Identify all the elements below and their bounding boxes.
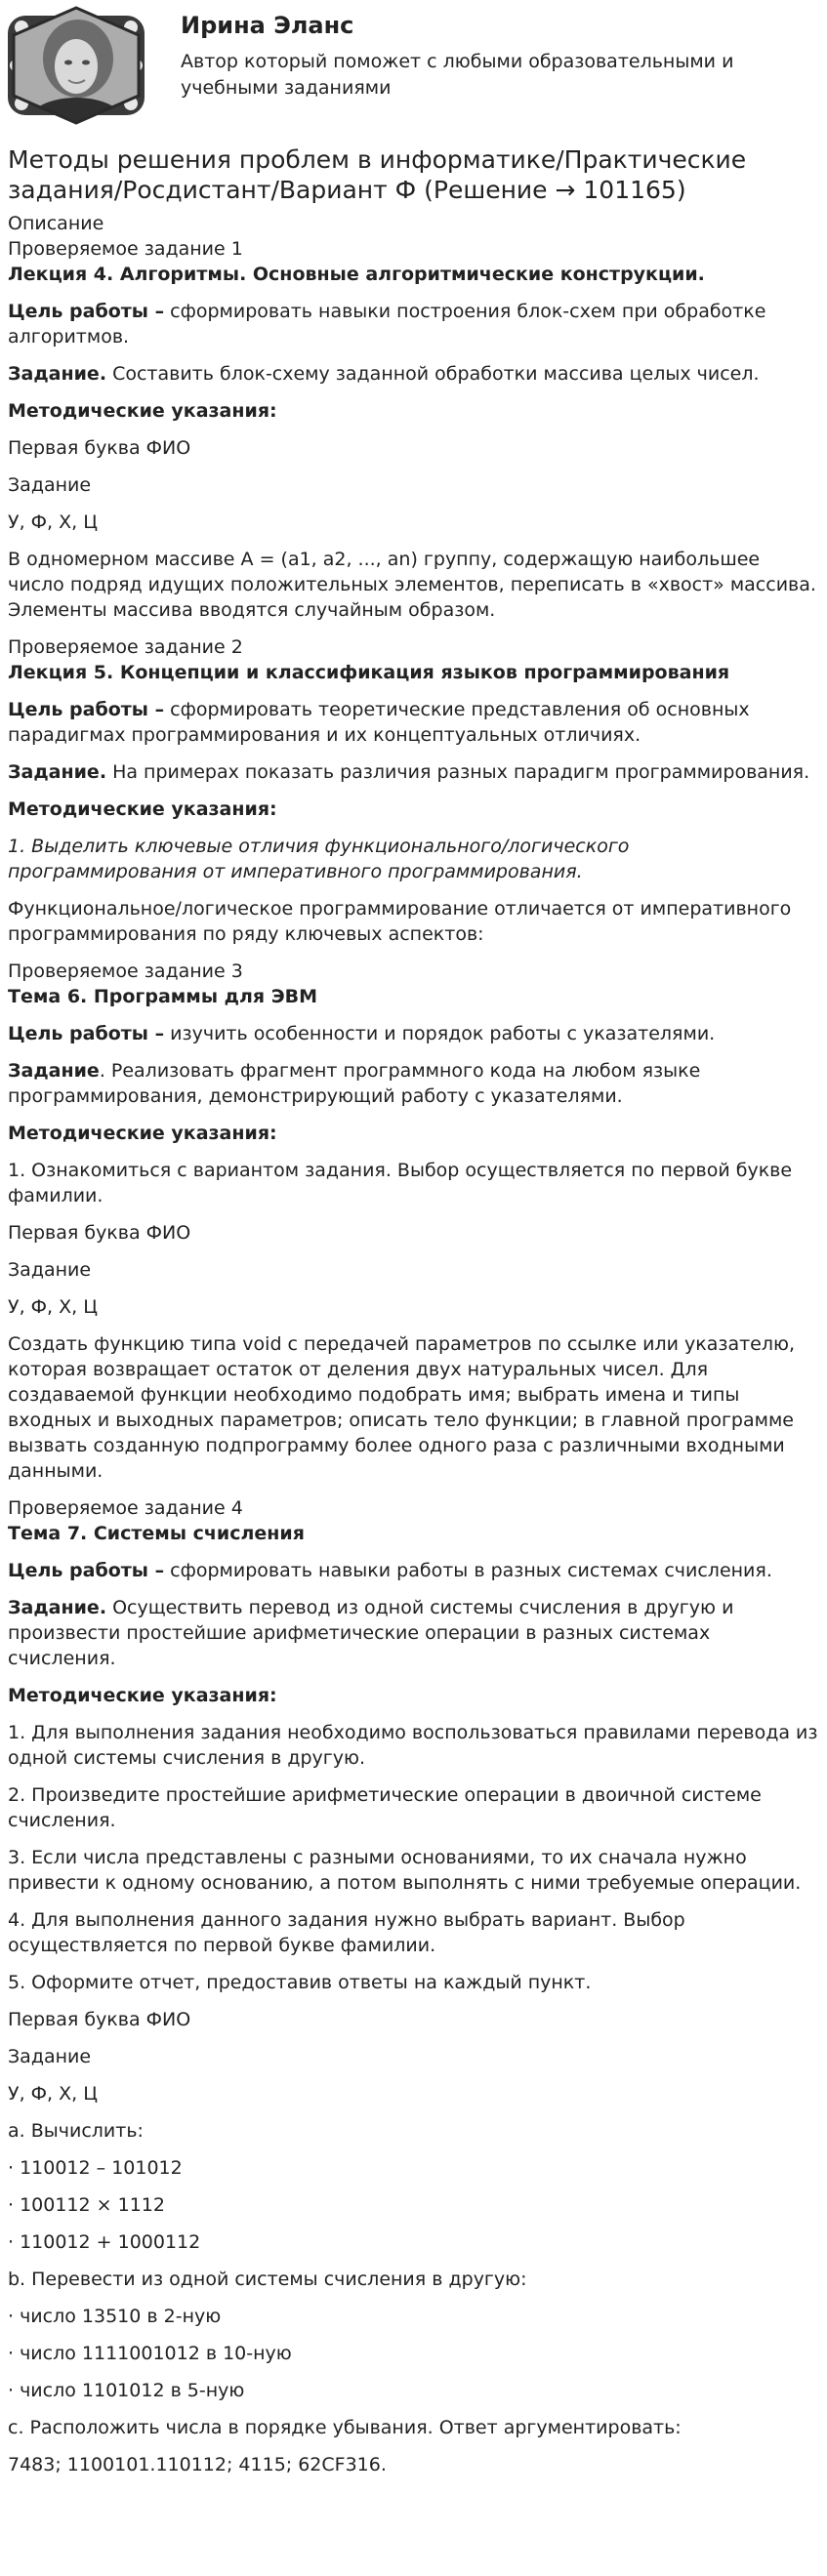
method-item-4-5: 5. Оформите отчет, предоставив ответы на каждый пункт. <box>8 1972 592 1993</box>
section-label-description: Описание <box>8 213 104 234</box>
lecture-title-3: Тема 6. Программы для ЭВМ <box>8 986 318 1007</box>
checked-task-1: Проверяемое задание 1 <box>8 238 243 260</box>
task-1 <box>8 361 820 387</box>
checked-task-3: Проверяемое задание 3 <box>8 961 243 982</box>
part-c: c. Расположить числа в порядке убывания. Ответ аргументировать: <box>8 2417 682 2438</box>
task-word-1: Задание <box>8 474 92 496</box>
method-item-3: 1. Ознакомиться с вариантом задания. Выбор осуществляется по первой букве фамилии. <box>8 1160 793 1206</box>
method-heading-2: Методические указания: <box>8 798 277 820</box>
task-word-3: Задание <box>8 1259 92 1281</box>
method-item-2: 1. Выделить ключевые отличия функционального/логического программирования от императивного программирования. <box>8 836 630 882</box>
task-3 <box>8 1058 820 1109</box>
part-b-item-1: · число 13510 в 2-ную <box>8 2306 222 2327</box>
task-content <box>8 211 820 2489</box>
author-header <box>0 0 827 137</box>
fio-label-1: Первая буква ФИО <box>8 437 191 459</box>
letters-1: У, Ф, Х, Ц <box>8 511 98 533</box>
method-item-4-1: 1. Для выполнения задания необходимо воспользоваться правилами перевода из одной системы счисления в другую. <box>8 1722 818 1769</box>
goal-2 <box>8 697 820 748</box>
goal-text: сформировать навыки построения блок-схем при обработке алгоритмов. <box>8 301 766 348</box>
note-2: Функциональное/логическое программирование отличается от императивного программирования по ряду ключевых аспектов: <box>8 898 792 945</box>
task-label: Задание <box>8 1060 100 1082</box>
task-label: Задание. <box>8 363 107 385</box>
part-a-item-1: · 110012 – 101012 <box>8 2157 183 2179</box>
checked-task-4: Проверяемое задание 4 <box>8 1497 243 1519</box>
task-text: . Реализовать фрагмент программного кода на любом языке программирования, демонстрирующий работу с указателями. <box>8 1060 701 1107</box>
task-text: Осуществить перевод из одной системы счисления в другую и произвести простейшие арифметические операции в разных системах счисления. <box>8 1597 734 1669</box>
variant-text-1: В одномерном массиве A = (a1, a2, ..., an) группу, содержащую наибольшее число подряд идущих положительных элементов, переписать в «хвост» массива. Элементы массива вводятся случайным образом. <box>8 549 816 621</box>
task-label: Задание. <box>8 761 107 783</box>
task-label: Задание. <box>8 1597 107 1618</box>
part-c-values: 7483; 1100101.110112; 4115; 62CF316. <box>8 2454 387 2475</box>
goal-3 <box>8 1021 820 1046</box>
letters-3: У, Ф, Х, Ц <box>8 1296 98 1318</box>
part-b-item-3: · число 1101012 в 5-ную <box>8 2380 245 2401</box>
author-avatar[interactable] <box>8 6 145 125</box>
goal-1 <box>8 299 820 349</box>
method-heading-3: Методические указания: <box>8 1123 277 1144</box>
author-description: Автор который поможет с любыми образовательными и учебными заданиями <box>181 51 734 99</box>
goal-label: Цель работы – <box>8 699 165 720</box>
task-4 <box>8 1595 820 1671</box>
lecture-title-4: Тема 7. Системы счисления <box>8 1523 305 1544</box>
goal-text: изучить особенности и порядок работы с указателями. <box>170 1023 716 1044</box>
checked-task-2: Проверяемое задание 2 <box>8 636 243 658</box>
task-text: На примерах показать различия разных парадигм программирования. <box>112 761 810 783</box>
method-item-4-4: 4. Для выполнения данного задания нужно выбрать вариант. Выбор осуществляется по первой букве фамилии. <box>8 1909 685 1956</box>
lecture-title-1: Лекция 4. Алгоритмы. Основные алгоритмические конструкции. <box>8 264 705 285</box>
task-text: Составить блок-схему заданной обработки массива целых чисел. <box>112 363 760 385</box>
goal-label: Цель работы – <box>8 1560 165 1581</box>
method-heading-4: Методические указания: <box>8 1685 277 1706</box>
page-title: Методы решения проблем в информатике/Практические задания/Росдистант/Вариант Ф (Решение → 101165) <box>8 145 747 204</box>
method-item-4-3: 3. Если числа представлены с разными основаниями, то их сначала нужно привести к одному основанию, а потом выполнять с ними требуемые операции. <box>8 1847 802 1894</box>
fio-label-4: Первая буква ФИО <box>8 2009 191 2030</box>
part-a: a. Вычислить: <box>8 2120 144 2142</box>
method-item-4-2: 2. Произведите простейшие арифметические операции в двоичной системе счисления. <box>8 1784 762 1831</box>
goal-text: сформировать теоретические представления об основных парадигмах программирования и их концептуальных отличиях. <box>8 699 750 746</box>
goal-label: Цель работы – <box>8 1023 165 1044</box>
part-a-item-2: · 100112 × 1112 <box>8 2194 165 2216</box>
part-b: b. Перевести из одной системы счисления в другую: <box>8 2269 527 2290</box>
method-heading-1: Методические указания: <box>8 400 277 422</box>
goal-label: Цель работы – <box>8 301 165 322</box>
variant-text-3: Создать функцию типа void с передачей параметров по ссылке или указателю, которая возвращает остаток от деления двух натуральных чисел. Для создаваемой функции необходимо подобрать имя; выбрать имена и типы входных и выходных параметров; описать тело функции; в главной программе вызвать созданную подпрограмму более одного раза с различными входными данными. <box>8 1333 796 1482</box>
task-2 <box>8 759 820 785</box>
lecture-title-2: Лекция 5. Концепции и классификация языков программирования <box>8 662 730 683</box>
letters-4: У, Ф, Х, Ц <box>8 2083 98 2105</box>
avatar-image <box>8 6 145 125</box>
goal-4 <box>8 1558 820 1583</box>
fio-label-3: Первая буква ФИО <box>8 1222 191 1244</box>
goal-text: сформировать навыки работы в разных системах счисления. <box>170 1560 772 1581</box>
task-word-4: Задание <box>8 2046 92 2067</box>
part-b-item-2: · число 1111001012 в 10-ную <box>8 2343 292 2364</box>
part-a-item-3: · 110012 + 1000112 <box>8 2231 201 2253</box>
author-name[interactable]: Ирина Эланс <box>181 12 354 39</box>
